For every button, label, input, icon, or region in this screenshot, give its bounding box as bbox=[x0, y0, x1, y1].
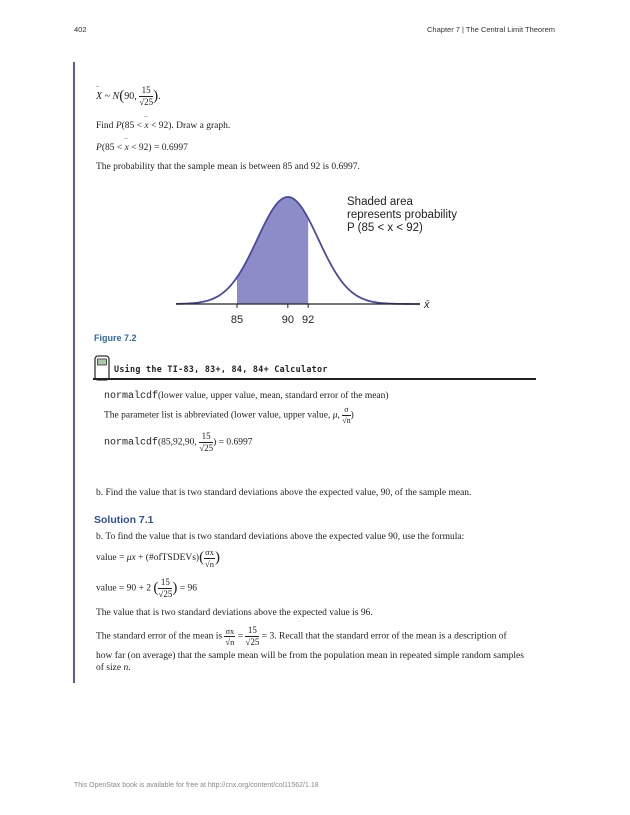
abbrev-frac-den: √n bbox=[342, 416, 351, 425]
calc-lhs: value = 90 + 2 bbox=[96, 583, 154, 594]
se-text2: = 3. Recall that the standard error of the mean is a description of bbox=[259, 631, 507, 642]
find-part1: Find bbox=[96, 121, 116, 131]
calculator-rule bbox=[93, 378, 536, 380]
se-fraction-2 bbox=[245, 626, 259, 647]
find-part3: < 92). Draw a graph. bbox=[148, 121, 231, 131]
page-number: 402 bbox=[74, 25, 87, 34]
formula-frac-num: σx bbox=[205, 547, 214, 557]
example-fn: normalcdf bbox=[104, 437, 159, 449]
tilde-symbol: ~ bbox=[104, 90, 111, 102]
formula-mu: μx bbox=[126, 553, 136, 564]
footer-text: This OpenStax book is available for free at http://cnx.org/content/col11562/1.18 bbox=[74, 782, 319, 789]
distribution-formula: – X ~ N(90, $\frac{15}{√25}$ ). bbox=[96, 86, 161, 107]
se-text1: The standard error of the mean is bbox=[96, 631, 225, 642]
normalcdf-args: (lower value, upper value, mean, standard error of the mean) bbox=[158, 391, 389, 401]
calc-frac-num: 15 bbox=[158, 578, 172, 589]
normalcdf-example bbox=[104, 432, 253, 453]
example-frac-den: √25 bbox=[199, 443, 214, 453]
dist-frac-den: √25 bbox=[139, 97, 154, 107]
standard-error-line-3 bbox=[96, 663, 131, 673]
calc-result: = 96 bbox=[177, 583, 197, 594]
abbrev-frac-num: σ bbox=[342, 406, 350, 416]
abbrev-fraction bbox=[342, 406, 350, 425]
x-tick-label: 90 bbox=[281, 314, 294, 326]
se-frac-den: √n bbox=[225, 637, 235, 647]
dist-comma: , bbox=[134, 90, 137, 102]
se-text4-pre: of size bbox=[96, 663, 124, 673]
result-part2: < 92) = 0.6997 bbox=[128, 143, 188, 153]
result-xbar: – x bbox=[125, 143, 129, 153]
solution-title: Solution 7.1 bbox=[94, 514, 154, 526]
formula-mid: + (#ofTSDEVs) bbox=[135, 553, 200, 564]
probability-sentence: The probability that the sample mean is between 85 and 92 is 0.6997. bbox=[96, 162, 360, 172]
find-P: P bbox=[115, 121, 122, 131]
abbrev-text: The parameter list is abbreviated (lower value, upper value, bbox=[104, 410, 333, 421]
part-b-question: b. Find the value that is two standard deviations above the expected value, 90, of the sample mean. bbox=[96, 488, 472, 498]
formula-lhs: value = bbox=[96, 553, 127, 564]
standard-error-line bbox=[96, 626, 507, 647]
calc-frac-den: √25 bbox=[158, 589, 173, 599]
x-tick-label: 92 bbox=[302, 314, 315, 326]
se-frac2-num: 15 bbox=[245, 626, 259, 637]
result-P: P bbox=[96, 143, 102, 153]
annotation-line-1: Shaded area bbox=[347, 196, 413, 208]
normal-symbol: N bbox=[112, 90, 120, 102]
x-tick-label: 85 bbox=[230, 314, 244, 326]
abbreviated-params bbox=[104, 406, 354, 425]
example-frac-num: 15 bbox=[199, 432, 213, 443]
abbrev-comma: , bbox=[337, 410, 343, 421]
example-result: ) = 0.6997 bbox=[213, 437, 253, 448]
chapter-header: Chapter 7 | The Central Limit Theorem bbox=[427, 25, 555, 34]
shaded-area bbox=[237, 197, 308, 304]
value-calculation: value = 90 + 2 ( $\frac{15}{√25}$ ) = 96 bbox=[96, 577, 197, 599]
se-fraction bbox=[224, 627, 235, 647]
calc-fraction bbox=[158, 578, 172, 599]
annotation-line-3: P (85 < x < 92) bbox=[347, 222, 423, 234]
x-axis-label: x̄ bbox=[424, 299, 430, 311]
annotation-line-2: represents probability bbox=[347, 209, 457, 221]
dist-mean: 90 bbox=[124, 90, 135, 102]
x-ticks bbox=[231, 304, 314, 326]
standard-error-line-2: how far (on average) that the sample mean will be from the population mean in repeated simple random samples bbox=[96, 651, 524, 661]
formula-frac-den: √n bbox=[205, 558, 214, 569]
solution-intro: b. To find the value that is two standard deviations above the expected value 90, use the formula: bbox=[96, 532, 465, 542]
example-args: (85,92,90, bbox=[158, 437, 197, 448]
se-frac2-den: √25 bbox=[245, 637, 260, 647]
se-text4-n: n bbox=[123, 663, 129, 673]
se-eq: = bbox=[235, 631, 246, 642]
xbar-symbol: – X bbox=[96, 91, 102, 102]
example-fraction bbox=[199, 432, 213, 453]
abbrev-mu: μ bbox=[332, 410, 338, 421]
normal-curve-chart bbox=[0, 0, 630, 340]
calculator-section-title: Using the TI-83, 83+, 84, 84+ Calculator bbox=[114, 364, 328, 374]
abbrev-close: ) bbox=[350, 410, 354, 421]
se-frac-num: σx bbox=[225, 625, 235, 636]
find-part2: (85 < bbox=[121, 121, 145, 131]
value-formula: value = μx + (#ofTSDEVs)( $\frac{\sigma x}{√n}$ ) bbox=[96, 547, 220, 569]
normalcdf-fn: normalcdf bbox=[104, 391, 159, 402]
find-xbar: – x bbox=[144, 121, 148, 131]
result-part1: (85 < bbox=[101, 143, 125, 153]
figure-caption: Figure 7.2 bbox=[94, 333, 137, 343]
dist-frac-num: 15 bbox=[139, 86, 153, 97]
result-sentence: The value that is two standard deviations above the expected value is 96. bbox=[96, 608, 373, 618]
formula-fraction bbox=[204, 548, 215, 568]
normalcdf-syntax bbox=[104, 391, 389, 402]
dist-period: . bbox=[158, 90, 161, 102]
se-text4-post: . bbox=[128, 663, 131, 673]
